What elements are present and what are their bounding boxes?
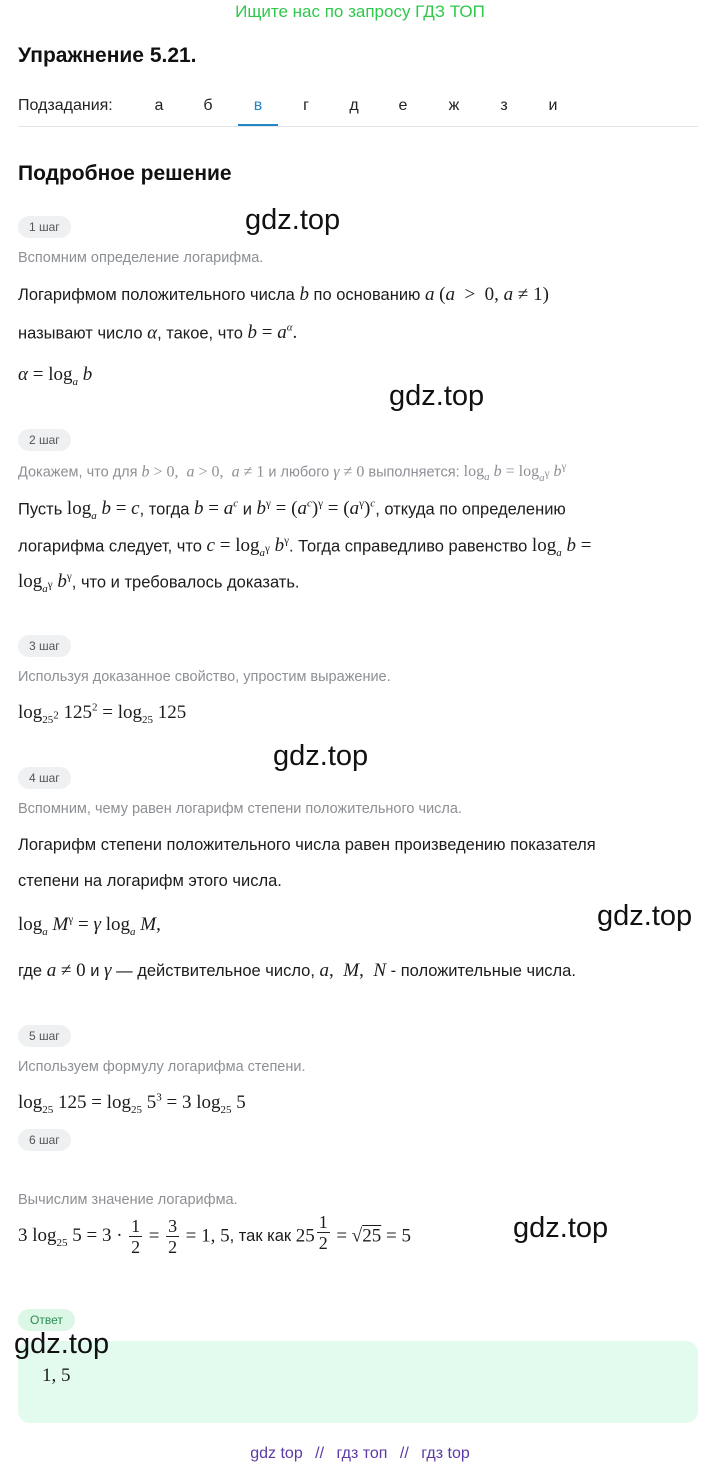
watermark: gdz.top: [14, 1328, 110, 1360]
step-hint: Вычислим значение логарифма.: [18, 1192, 238, 1208]
formula: $\log_{25} 125 = \log_{25} 5^3 = 3$ $\log_{25} 5$: [18, 1092, 246, 1117]
subtask-tab-zh[interactable]: ж: [448, 97, 460, 114]
watermark: gdz.top: [597, 900, 693, 932]
step-text: называют число α, такое, что $b = a^\alpha$.: [18, 322, 298, 344]
subtask-tab-e[interactable]: е: [398, 97, 408, 114]
formula: $\alpha = \log_a b$: [18, 364, 93, 388]
formula: 3 $\log_{25} 5 = 3$ · $\frac{1}{2}$ = $\frac{3}{2}$ = 1, 5, так как 25 $\frac{1}{2}$ = √25 = 5: [18, 1212, 411, 1257]
subtask-tab-v-active[interactable]: в: [238, 97, 278, 126]
step-badge: 6 шаг: [18, 1129, 71, 1151]
footer-separator: //: [399, 1445, 409, 1462]
step-text: Логарифм степени положительного числа равен произведению показателя: [18, 836, 596, 854]
subtasks-label: Подзадания:: [18, 97, 113, 114]
step-hint: Вспомним, чему равен логарифм степени положительного числа.: [18, 801, 462, 817]
step-badge: 3 шаг: [18, 635, 71, 657]
step-badge: 4 шаг: [18, 767, 71, 789]
page-title: Упражнение 5.21.: [18, 44, 197, 67]
step-badge: 2 шаг: [18, 429, 71, 451]
answer-value: 1, 5: [42, 1365, 71, 1386]
answer-badge: Ответ: [18, 1309, 75, 1331]
step-badge: 5 шаг: [18, 1025, 71, 1047]
step-text: Пусть $\log_a b = c$, тогда $b = a^c$ и $b^\gamma = (a^c)^\gamma = (a^\gamma)^c$, откуда по определению: [18, 498, 566, 523]
subtask-tab-a[interactable]: а: [154, 97, 164, 114]
footer-link[interactable]: гдз top: [421, 1445, 470, 1462]
subtask-tab-g[interactable]: г: [303, 97, 309, 114]
footer-link[interactable]: гдз топ: [336, 1445, 388, 1462]
step-hint: Вспомним определение логарифма.: [18, 250, 264, 266]
subtask-tab-i[interactable]: и: [548, 97, 558, 114]
step-hint: Используя доказанное свойство, упростим выражение.: [18, 669, 391, 685]
subtask-tab-b[interactable]: б: [203, 97, 213, 114]
watermark: gdz.top: [389, 380, 485, 412]
answer-box: [18, 1341, 698, 1423]
footer-separator: //: [315, 1445, 325, 1462]
watermark: gdz.top: [273, 740, 369, 772]
step-badge: 1 шаг: [18, 216, 71, 238]
step-hint: Докажем, что для b > 0, a > 0, a ≠ 1 и любого γ ≠ 0 выполняется: $\log_a b = \log_{a^\gamma} b^\gamma$: [18, 461, 567, 484]
subtask-tab-d[interactable]: д: [349, 97, 359, 114]
subtasks-bar: [18, 94, 698, 127]
watermark: gdz.top: [513, 1212, 609, 1244]
step-text: где a ≠ 0 и γ — действительное число, a, M, N - положительные числа.: [18, 960, 576, 981]
formula: $\log_{25^2} 125^2 = \log_{25} 125$: [18, 702, 187, 727]
subtask-tab-z[interactable]: з: [500, 97, 508, 114]
step-hint: Используем формулу логарифма степени.: [18, 1059, 306, 1075]
watermark: gdz.top: [245, 204, 341, 236]
step-text: Логарифмом положительного числа b по основанию a (a > 0, a ≠ 1): [18, 284, 549, 305]
step-text: степени на логарифм этого числа.: [18, 872, 282, 890]
step-text: $\log_{a^\gamma} b^\gamma$, что и требовалось доказать.: [18, 571, 300, 596]
formula: $\log_a M^\gamma = \gamma$ $\log_a M$,: [18, 914, 161, 939]
solution-heading: Подробное решение: [18, 162, 232, 185]
search-banner[interactable]: Ищите нас по запросу ГДЗ ТОП: [235, 2, 485, 21]
step-text: логарифма следует, что $c = \log_{a^\gamma} b^\gamma$. Тогда справедливо равенство $\log_a b$ =: [18, 535, 592, 560]
footer-links: [0, 1445, 720, 1463]
footer-link[interactable]: gdz top: [250, 1445, 303, 1462]
